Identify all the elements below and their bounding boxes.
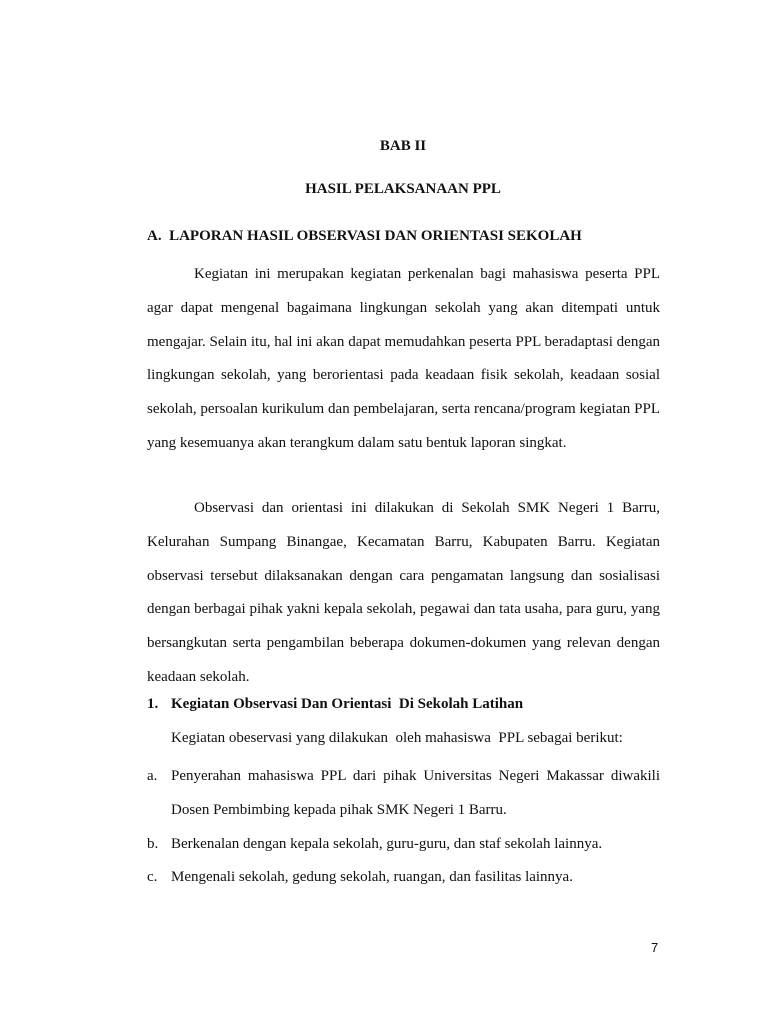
list-item	[147, 861, 660, 895]
list-item-text: Berkenalan dengan kepala sekolah, guru-guru, dan staf sekolah lainnya.	[171, 835, 603, 852]
list-item	[147, 760, 660, 828]
list-item	[147, 828, 660, 862]
subsection-number: 1.	[147, 696, 159, 712]
list-marker: c.	[147, 869, 158, 886]
list-marker: a.	[147, 768, 158, 784]
list-item-text: Penyerahan mahasiswa PPL dari pihak Universitas Negeri Makassar diwakili Dosen Pembimbing kepada pihak SMK Negeri 1 Barru.	[171, 768, 660, 818]
list-item-text: Mengenali sekolah, gedung sekolah, ruangan, dan fasilitas lainnya.	[171, 869, 573, 886]
paragraph-intro: Kegiatan ini merupakan kegiatan perkenalan bagi mahasiswa peserta PPL agar dapat mengenal bagaimana lingkungan sekolah yang akan ditempati untuk mengajar. Selain itu, hal ini akan dapat memudahkan peserta PPL beradaptasi dengan lingkungan sekolah, yang berorientasi pada keadaan fisik sekolah, keadaan sosial sekolah, persoalan kurikulum dan pembelajaran, serta rencana/program kegiatan PPL yang kesemuanya akan terangkum dalam satu bentuk laporan singkat.	[147, 266, 660, 451]
list-marker: b.	[147, 835, 159, 852]
section-heading: A. LAPORAN HASIL OBSERVASI DAN ORIENTASI SEKOLAH	[147, 228, 582, 244]
page-number: 7	[651, 940, 659, 955]
paragraph-observation: Observasi dan orientasi ini dilakukan di Sekolah SMK Negeri 1 Barru, Kelurahan Sumpang Binangae, Kecamatan Barru, Kabupaten Barru. Kegiatan observasi tersebut dilaksanakan dengan cara pengamatan langsung dan sosialisasi dengan berbagai pihak yakni kepala sekolah, pegawai dan tata usaha, para guru, yang bersangkutan serta pengambilan beberapa dokumen-dokumen yang relevan dengan keadaan sekolah.	[147, 500, 660, 685]
chapter-label: BAB II	[379, 138, 427, 154]
subsection-title: Kegiatan Observasi Dan Orientasi Di Sekolah Latihan	[171, 696, 524, 712]
activity-list	[147, 760, 660, 895]
subsection-heading	[147, 696, 523, 713]
subsection-intro: Kegiatan obeservasi yang dilakukan oleh mahasiswa PPL sebagai berikut:	[171, 730, 623, 746]
chapter-title: HASIL PELAKSANAAN PPL	[305, 181, 501, 197]
